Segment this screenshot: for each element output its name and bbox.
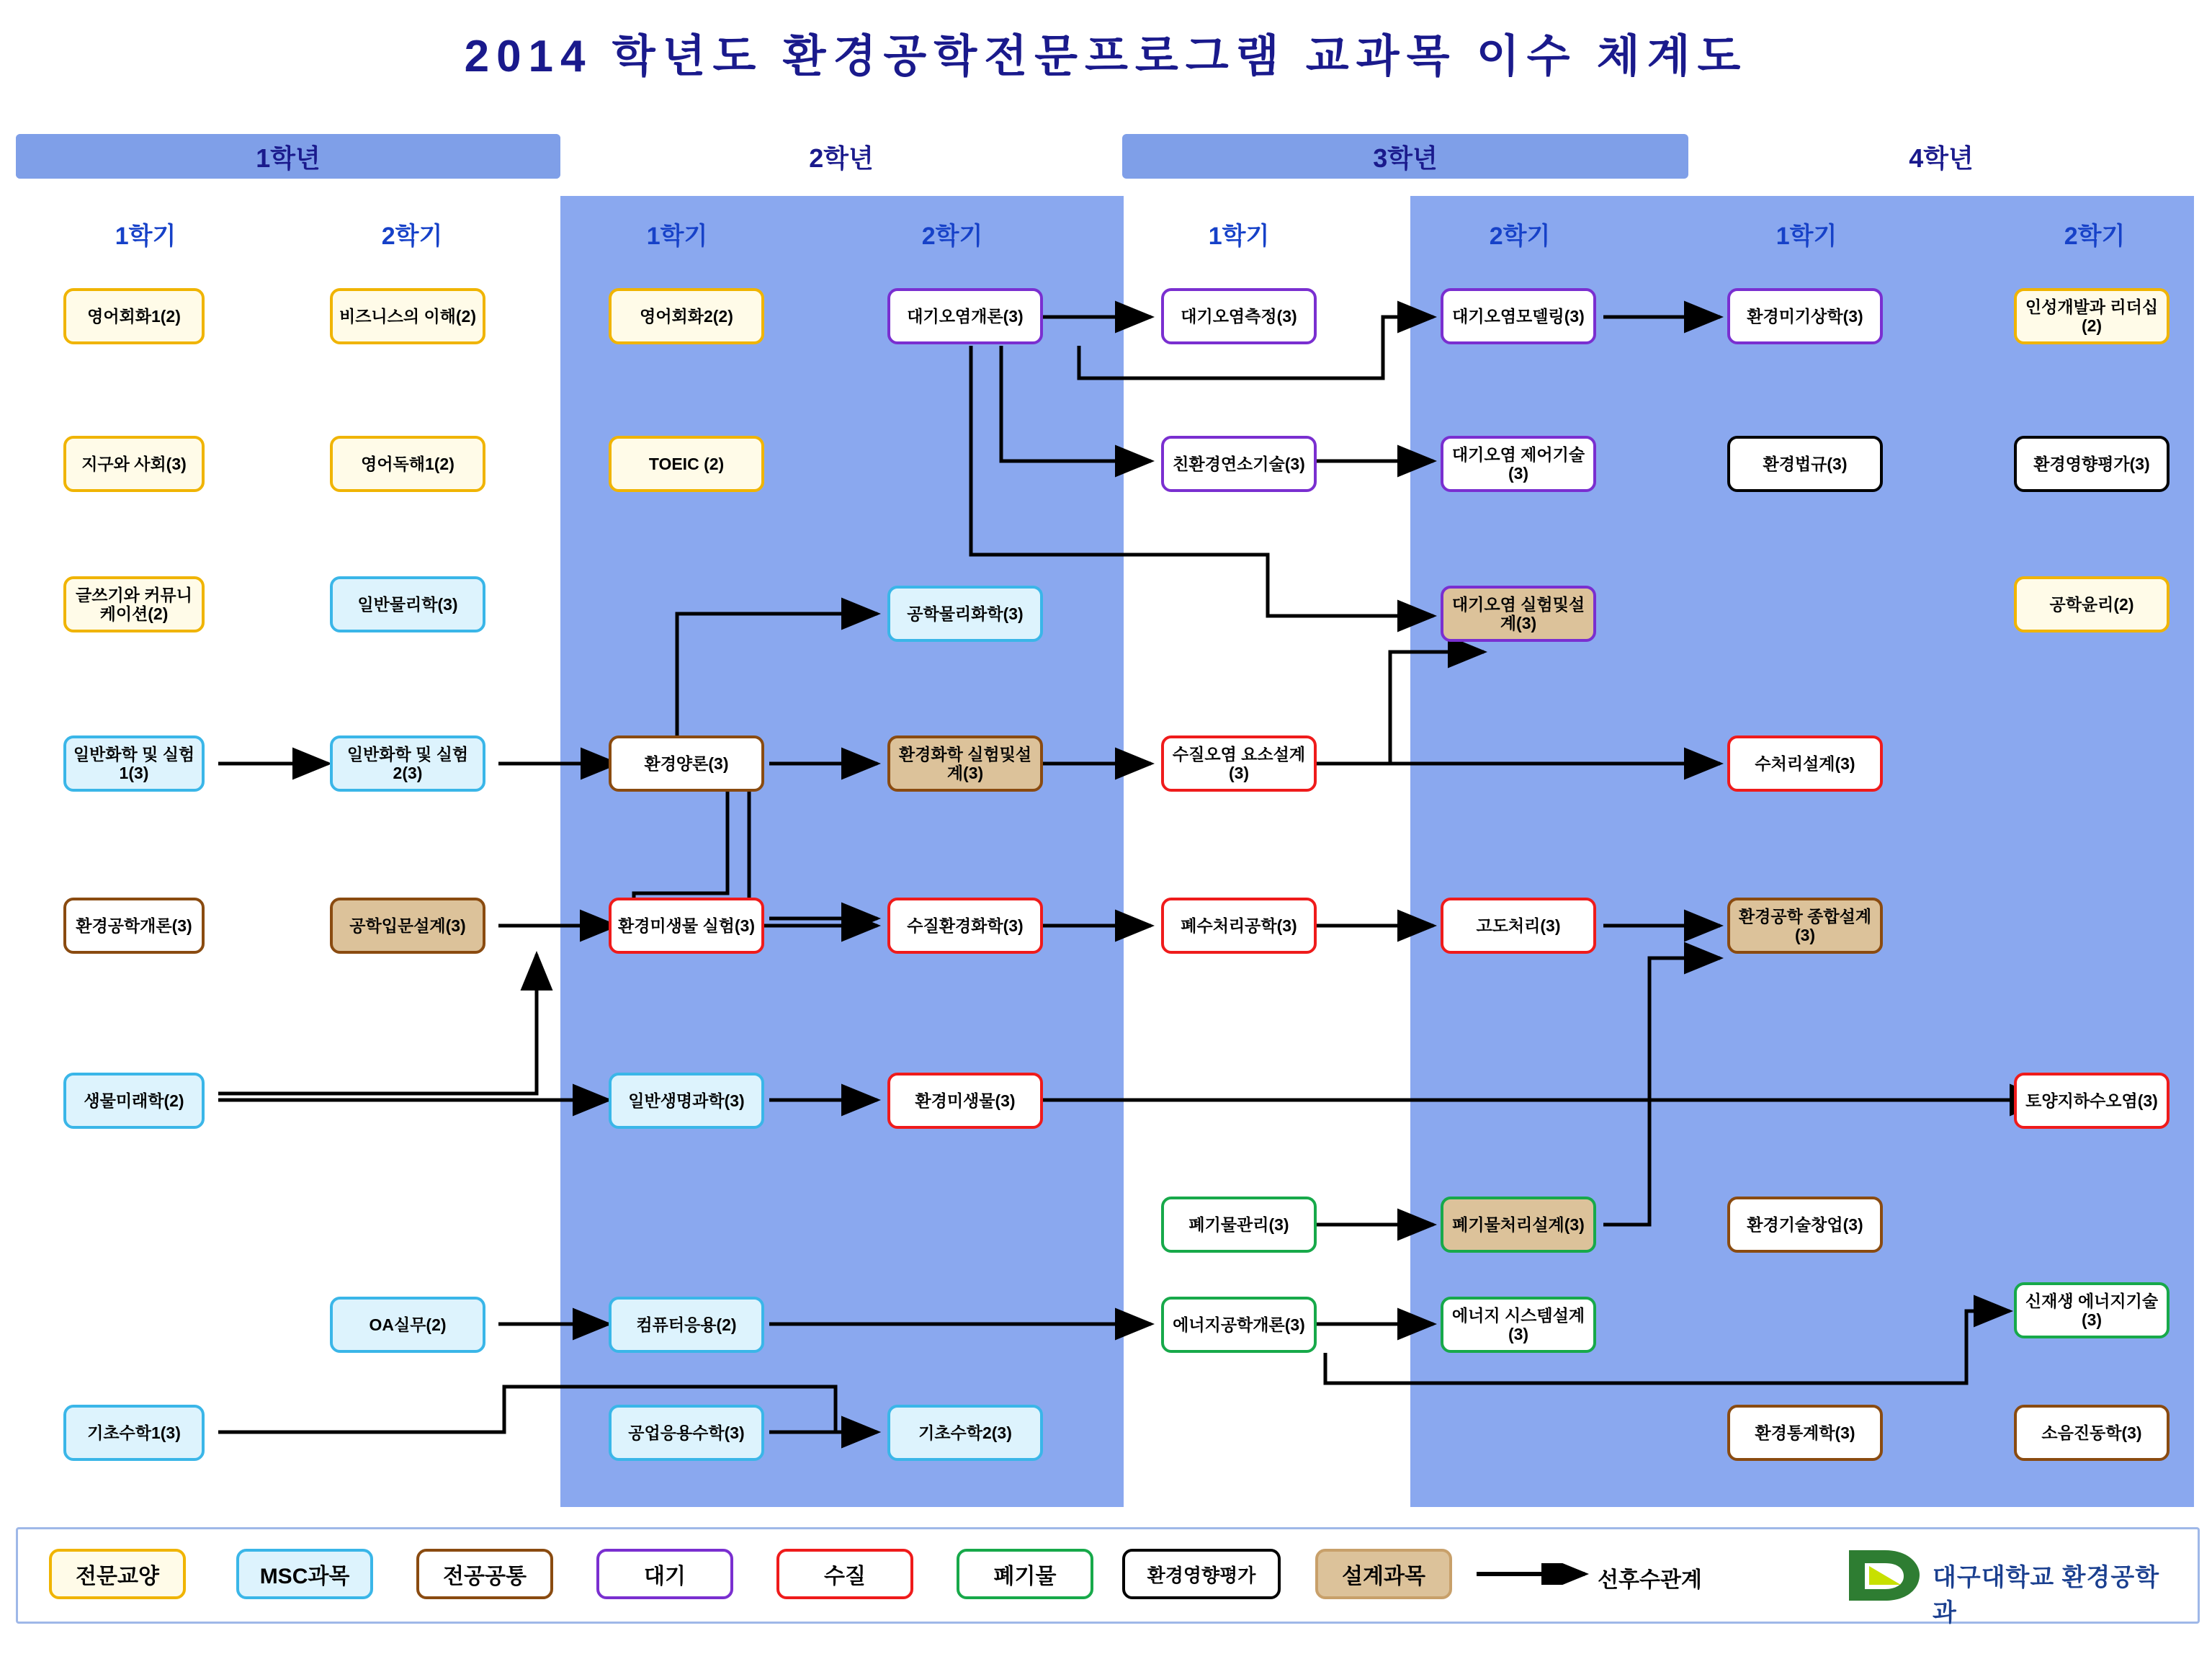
logo-text: 대구대학교 환경공학과 — [1933, 1564, 2160, 1627]
course-box[interactable]: 신재생 에너지기술(3) — [2014, 1282, 2170, 1338]
legend-arrow-icon — [1477, 1563, 1592, 1585]
year-band-4-label: 4학년 — [1909, 143, 1974, 173]
course-box[interactable]: 대기오염 실험및설계(3) — [1441, 586, 1596, 642]
course-box[interactable]: 대기오염모델링(3) — [1441, 288, 1596, 344]
course-box[interactable]: 폐기물관리(3) — [1161, 1197, 1317, 1253]
course-box[interactable]: 글쓰기와 커뮤니케이션(2) — [63, 576, 205, 632]
course-box[interactable]: 환경미생물 실험(3) — [609, 898, 764, 954]
course-box[interactable]: 환경공학 종합설계(3) — [1727, 898, 1883, 954]
course-box[interactable]: 환경미생물(3) — [887, 1073, 1043, 1129]
legend-item-water: 수질 — [776, 1549, 913, 1599]
course-box[interactable]: 폐수처리공학(3) — [1161, 898, 1317, 954]
course-box[interactable]: 환경통계학(3) — [1727, 1405, 1883, 1461]
course-box[interactable]: 환경화학 실험및설계(3) — [887, 735, 1043, 792]
course-box[interactable]: 일반화학 및 실험2(3) — [330, 735, 485, 792]
legend-item-waste: 폐기물 — [957, 1549, 1093, 1599]
year-band-3-label: 3학년 — [1373, 143, 1438, 173]
legend-item-eia: 환경영향평가 — [1122, 1549, 1281, 1599]
legend-item-msc: MSC과목 — [236, 1549, 373, 1599]
course-box[interactable]: 수질오염 요소설계(3) — [1161, 735, 1317, 792]
course-box[interactable]: 공학물리화학(3) — [887, 586, 1043, 642]
course-box[interactable]: 일반화학 및 실험1(3) — [63, 735, 205, 792]
legend-item-design: 설계과목 — [1315, 1549, 1452, 1599]
course-box[interactable]: OA실무(2) — [330, 1297, 485, 1353]
semester-header-7: 1학기 — [1776, 223, 1837, 250]
course-box[interactable]: 환경법규(3) — [1727, 436, 1883, 492]
semester-header-2: 2학기 — [381, 223, 443, 250]
year-band-2-label: 2학년 — [809, 143, 874, 173]
course-box[interactable]: 공업응용수학(3) — [609, 1405, 764, 1461]
page-title: 2014 학년도 환경공학전문프로그램 교과목 이수 체계도 — [464, 32, 1748, 81]
course-box[interactable]: 대기오염 제어기술(3) — [1441, 436, 1596, 492]
semester-header-1: 1학기 — [115, 223, 176, 250]
course-box[interactable]: 공학윤리(2) — [2014, 576, 2170, 632]
course-box[interactable]: 환경영향평가(3) — [2014, 436, 2170, 492]
course-box[interactable]: 대기오염측정(3) — [1161, 288, 1317, 344]
course-box[interactable]: 영어독해1(2) — [330, 436, 485, 492]
semester-header-6: 2학기 — [1489, 223, 1551, 250]
legend-arrow-label: 선후수관계 — [1598, 1568, 1702, 1592]
course-box[interactable]: 환경공학개론(3) — [63, 898, 205, 954]
semester-header-3: 1학기 — [646, 223, 708, 250]
course-box[interactable]: 비즈니스의 이해(2) — [330, 288, 485, 344]
course-box[interactable]: 대기오염개론(3) — [887, 288, 1043, 344]
course-box[interactable]: 영어회화2(2) — [609, 288, 764, 344]
course-box[interactable]: 소음진동학(3) — [2014, 1405, 2170, 1461]
course-box[interactable]: 환경양론(3) — [609, 735, 764, 792]
year-band-1-label: 1학년 — [256, 143, 321, 173]
course-box[interactable]: 공학입문설계(3) — [330, 898, 485, 954]
course-box[interactable]: 컴퓨터응용(2) — [609, 1297, 764, 1353]
course-box[interactable]: 수처리설계(3) — [1727, 735, 1883, 792]
semester-header-4: 2학기 — [921, 223, 983, 250]
semester-header-8: 2학기 — [2064, 223, 2126, 250]
course-box[interactable]: 친환경연소기술(3) — [1161, 436, 1317, 492]
course-box[interactable]: 인성개발과 리더십(2) — [2014, 288, 2170, 344]
course-box[interactable]: 에너지공학개론(3) — [1161, 1297, 1317, 1353]
course-box[interactable]: 수질환경화학(3) — [887, 898, 1043, 954]
course-box[interactable]: 기초수학2(3) — [887, 1405, 1043, 1461]
course-box[interactable]: 일반물리학(3) — [330, 576, 485, 632]
course-box[interactable]: 기초수학1(3) — [63, 1405, 205, 1461]
course-box[interactable]: 에너지 시스템설계(3) — [1441, 1297, 1596, 1353]
course-box[interactable]: TOEIC (2) — [609, 436, 764, 492]
course-box[interactable]: 고도처리(3) — [1441, 898, 1596, 954]
course-box[interactable]: 영어회화1(2) — [63, 288, 205, 344]
course-box[interactable]: 일반생명과학(3) — [609, 1073, 764, 1129]
course-box[interactable]: 토양지하수오염(3) — [2014, 1073, 2170, 1129]
legend-item-air: 대기 — [596, 1549, 733, 1599]
course-box[interactable]: 폐기물처리설계(3) — [1441, 1197, 1596, 1253]
course-box[interactable]: 생물미래학(2) — [63, 1073, 205, 1129]
course-box[interactable]: 지구와 사회(3) — [63, 436, 205, 492]
semester-header-5: 1학기 — [1208, 223, 1270, 250]
course-box[interactable]: 환경미기상학(3) — [1727, 288, 1883, 344]
legend-item-common: 전공공통 — [416, 1549, 553, 1599]
legend-item-gyoyang: 전문교양 — [49, 1549, 186, 1599]
course-box[interactable]: 환경기술창업(3) — [1727, 1197, 1883, 1253]
